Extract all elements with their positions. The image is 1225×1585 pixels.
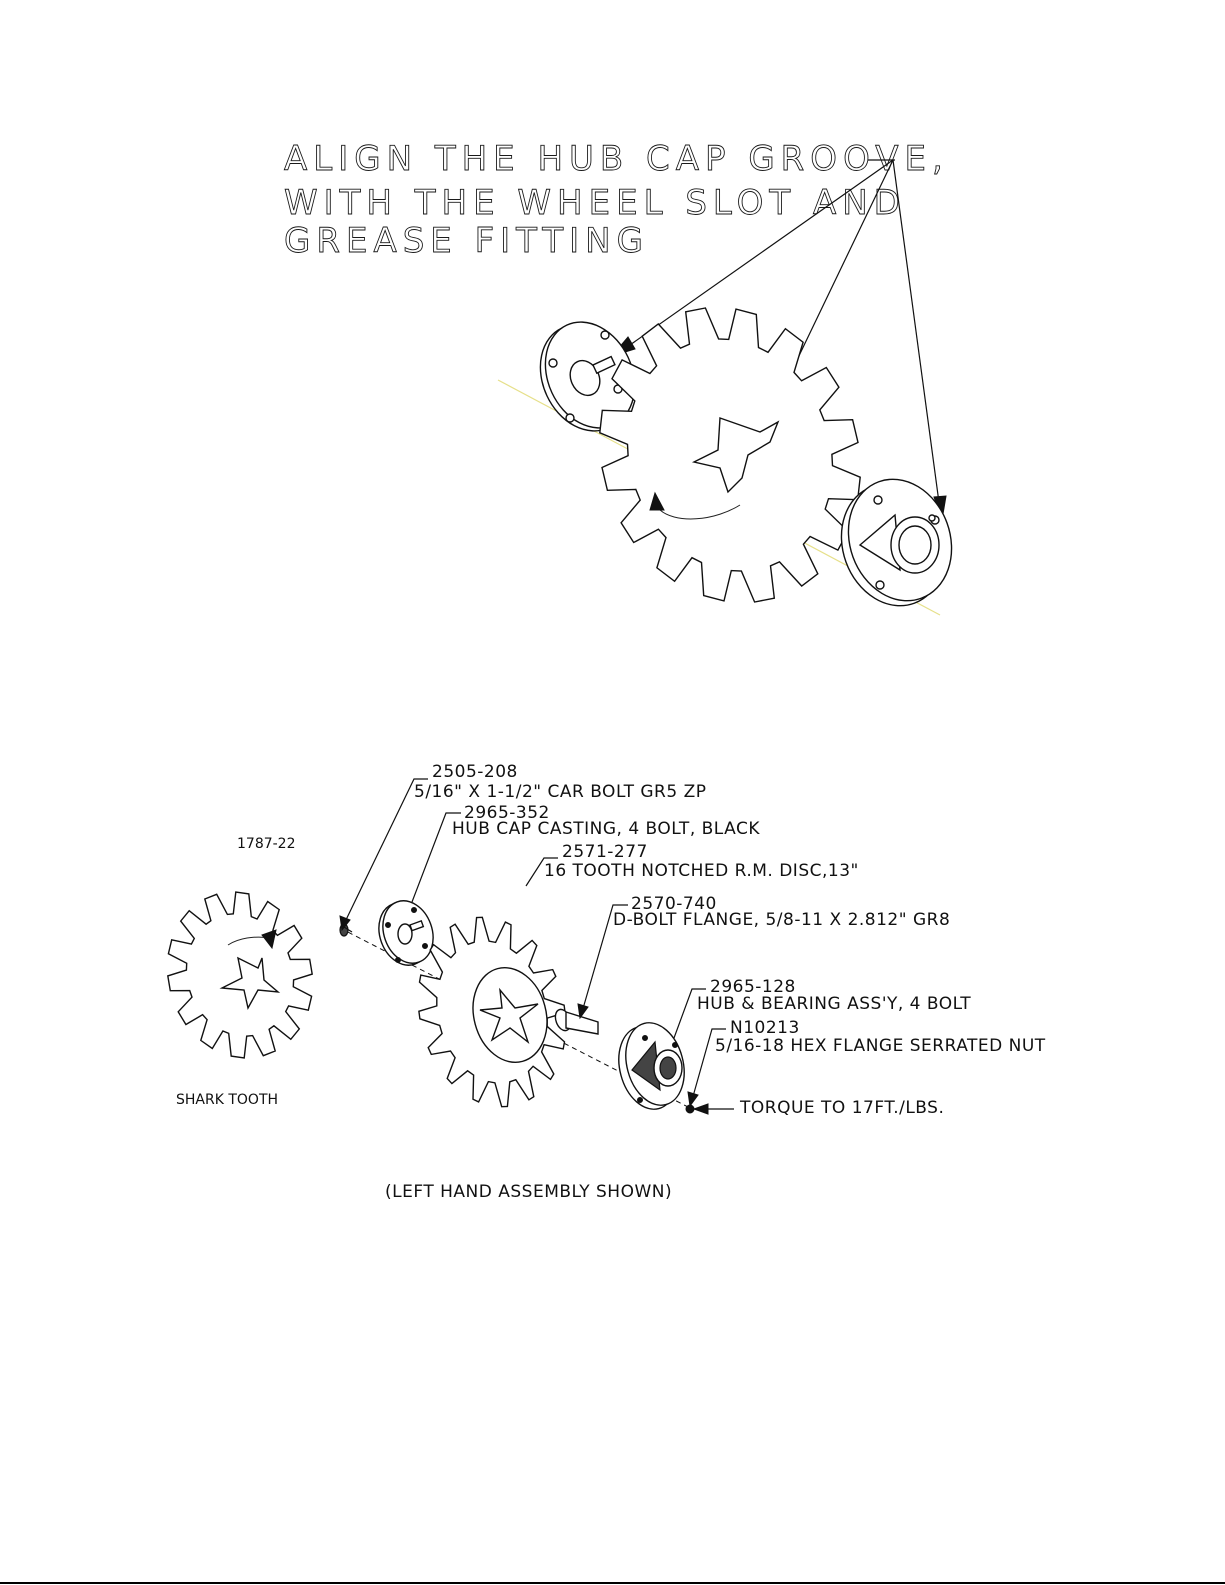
part-no-2965-128: 2965-128 [710,977,796,997]
part-desc-car-bolt: 5/16" X 1-1/2" CAR BOLT GR5 ZP [414,782,707,802]
shark-tooth-label: SHARK TOOTH [176,1092,279,1108]
part-no-2505-208: 2505-208 [432,762,518,782]
shark-tooth-disc [168,892,312,1058]
notched-disc-16-tooth [419,917,565,1106]
hub-bearing-assembly [610,1016,693,1116]
top-notched-disc [600,308,860,602]
part-desc-hub-cap: HUB CAP CASTING, 4 BOLT, BLACK [452,819,760,839]
part-desc-d-bolt: D-BOLT FLANGE, 5/8-11 X 2.812" GR8 [613,910,951,930]
part-desc-hub-bearing: HUB & BEARING ASS'Y, 4 BOLT [697,994,972,1014]
part-no-2965-352: 2965-352 [464,803,550,823]
hub-cap-casting [371,894,442,973]
assembly-caption: (LEFT HAND ASSEMBLY SHOWN) [385,1182,673,1202]
part-no-2571-277: 2571-277 [562,842,648,862]
d-bolt-flange [553,1007,598,1034]
instruction-line-3: GREASE FITTING [284,221,649,261]
drawing-number: 1787-22 [237,836,296,852]
part-desc-disc: 16 TOOTH NOTCHED R.M. DISC,13" [544,861,859,881]
part-desc-nut: 5/16-18 HEX FLANGE SERRATED NUT [715,1036,1046,1056]
instruction-line-1: ALIGN THE HUB CAP GROOVE, [284,139,949,179]
torque-note: TORQUE TO 17FT./LBS. [740,1098,945,1118]
part-no-2570-740: 2570-740 [631,894,717,914]
instruction-line-2: WITH THE WHEEL SLOT AND [284,183,906,223]
part-no-n10213: N10213 [730,1018,800,1038]
page-bottom-rule [0,1582,1225,1584]
